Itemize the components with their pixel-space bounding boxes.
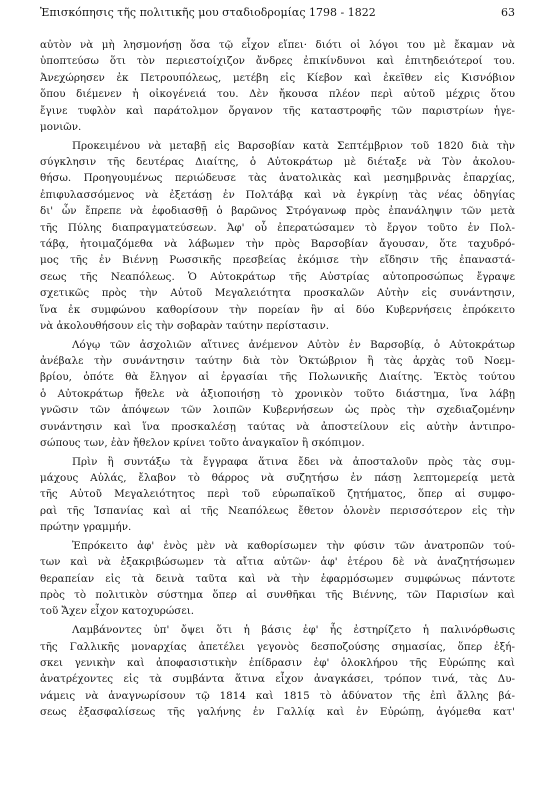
text-line: γνῶσιν τῶν ἀπόψεων τῶν λοιπῶν Κυβερνήσεων ὡς πρὸς τὴν σχεδιαζομένην (40, 404, 515, 417)
text-line: σώπους των, ἐὰν ἤθελον κρίνει τοῦτο ἀναγκαῖον ἢ σκόπιμον. (40, 436, 365, 449)
text-line: ἔγινε τυφλὸν καὶ παράτολμον ὄργανον τῆς καταστροφῆς τῶν παριστρίων ἡγε- (40, 104, 515, 117)
page-number: 63 (501, 6, 515, 19)
text-line: Λόγῳ τῶν ἀσχολιῶν αἵτινες ἀνέμενον Αὐτὸν ἐν Βαρσοβίᾳ, ὁ Αὐτοκράτωρ (72, 338, 515, 351)
text-line: πρὸς τὸ πολιτικὸν σύστημα ὅπερ αἱ συνθῆκαι τῆς Βιέννης, τῶν Παρισίων καὶ (40, 589, 515, 602)
text-line: θήσω. Προηγουμένως περιώδευσε τὰς ἀνατολικὰς καὶ μεσημβρινὰς ἐπαρχίας, (40, 172, 515, 185)
text-line: των καὶ νὰ ἐξακριβώσωμεν τὰ αἴτια αὐτῶν· ἀφ' ἑτέρου δὲ νὰ ἀναζητήσωμεν (40, 556, 515, 569)
text-line: νάμεις νὰ ἀναγνωρίσουν τῷ 1814 καὶ 1815 τὸ ἀδύνατον τῆς ἐπὶ ἄλλης βά- (40, 689, 515, 702)
text-line: ὅπου διέμενεν ἡ οἰκογένειά του. Δὲν ἤκουσα πλέον περὶ αὐτοῦ μέχρις ὅτου (40, 88, 515, 101)
text-line: ἀνατρέχοντες εἰς τὰ συμβάντα ἅτινα εἶχον ἀναγκάσει, τρόπον τινά, τὰς Δυ- (40, 673, 515, 686)
text-line: πρώτην γραμμήν. (40, 521, 132, 534)
text-line: Ἀνεχώρησεν ἐκ Πετρουπόλεως, μετέβη εἰς Κίεβον καὶ ἐκεῖθεν εἰς Κισνόβιον (40, 71, 515, 84)
text-line: βρίου, ὁπότε θὰ ἔληγον αἱ ἐργασίαι τῆς Πολωνικῆς Διαίτης. Ἐκτὸς τούτου (40, 371, 515, 384)
text-line: Ἐπρόκειτο ἀφ' ἑνὸς μὲν νὰ καθορίσωμεν τὴν φύσιν τῶν ἀνατροπῶν τού- (72, 539, 515, 552)
text-line: σεως τῆς Νεαπόλεως. Ὁ Αὐτοκράτωρ τῆς Αὐστρίας αὐτοπροσώπως ἔγραψε (40, 270, 515, 283)
text-line: μονιῶν. (40, 120, 82, 133)
text-line: σεως ἐξασφαλίσεως τῆς γαλήνης ἐν Γαλλίᾳ καὶ ἐν Εὐρώπῃ, ἀγόμεθα κατ' (40, 706, 515, 719)
text-line: σκει γενικὴν καὶ ἀποφασιστικὴν ἐπίδρασιν ἐφ' ὁλοκλήρου τῆς Εὐρώπης καὶ (40, 656, 515, 669)
text-line: σχετικῶς πρὸς τὴν Αὐτοῦ Μεγαλειότητα προσκαλῶν Αὐτὴν εἰς συνάντησιν, (40, 287, 515, 300)
text-line: ἵνα ἐκ συμφώνου καθορίσουν τὴν πορείαν ἣν αἱ δύο Κυβερνήσεις ἐπρόκειτο (40, 303, 515, 316)
text-line: ὑποπτεύσω ὅτι τὸν περιεστοίχιζον ἄνδρες ἐπικίνδυνοι καὶ ἐπιτηδειότεροί του. (40, 55, 515, 68)
text-line: Λαμβάνοντες ὑπ' ὄψει ὅτι ἡ βάσις ἐφ' ἧς ἐστηρίζετο ἡ παλινόρθωσις (72, 624, 515, 637)
running-title: Ἐπισκόπησις τῆς πολιτικῆς μου σταδιοδρομίας 1798 - 1822 (40, 6, 376, 19)
text-line: τάβᾳ, ἡτοιμαζόμεθα νὰ λάβωμεν τὴν πρὸς Βαρσοβίαν ἄγουσαν, ὅτε ταχυδρό- (40, 237, 515, 250)
text-line: θεραπείαν εἰς τὰ δεινὰ ταῦτα καὶ νὰ τὴν ἐφαρμόσωμεν συμφώνως πάντοτε (40, 572, 515, 585)
text-line: τοῦ Ἄχεν εἶχον κατοχυρώσει. (40, 605, 195, 618)
text-line: νὰ ἀκολουθήσουν εἰς τὴν σοβαρὰν ταύτην περίστασιν. (40, 319, 330, 332)
paragraph (40, 622, 515, 720)
text-line: δι' ὧν ἔπρεπε νὰ ἐφοδιασθῇ ὁ βαρῶνος Στρόγανωφ πρὸς ἐπανάληψιν τῶν μετὰ (40, 205, 515, 218)
text-line: ἀνέβαλε τὴν συνάντησιν ταύτην διὰ τὸν Ὀκτώβριον ἢ τὰς ἀρχὰς τοῦ Νοεμ- (40, 355, 515, 368)
paragraph (40, 538, 515, 620)
text-line: τῆς Γαλλικῆς μοναρχίας ἀπετέλει γεγονὸς δεσποζούσης σημασίας, ὅπερ ἐξή- (40, 640, 515, 653)
text-line: αὐτὸν νὰ μὴ λησμονήσῃ ὅσα τῷ εἶχον εἴπει· διότι οἱ λόγοι του μὲ ἔκαμαν νὰ (40, 39, 515, 51)
text-line: ραὶ τῆς Ἱσπανίας καὶ αἱ τῆς Νεαπόλεως ἔθετον ὁλονὲν περισσότερον εἰς τὴν (40, 504, 515, 517)
text-line: τῆς Αὐτοῦ Μεγαλειότητος περὶ τοῦ εὐρωπαϊκοῦ ζητήματος, ὅπερ αἱ συμφο- (40, 488, 515, 501)
text-line: ἐπιφυλασσόμενος νὰ ἐξετάσῃ ἐν Πολτάβᾳ καὶ νὰ ἐγκρίνῃ τὰς νέας ὁδηγίας (40, 188, 515, 201)
paragraph (40, 138, 515, 335)
text-line: συνάντησιν καὶ ἵνα προσκαλέσῃ ταύτας νὰ ἀποστείλουν εἰς αὐτὴν ἀντιπρο- (40, 420, 515, 433)
body-text (40, 37, 515, 721)
text-line: ὁ Αὐτοκράτωρ ἤθελε νὰ ἀξιοποιήσῃ τὸ χρονικὸν τοῦτο διάστημα, ἵνα λάβῃ (40, 387, 515, 400)
text-line: μάχους Αὐλάς, ἔλαβον τὸ θάρρος νὰ συζητήσω ἐν πάσῃ λεπτομερείᾳ μετὰ (40, 472, 515, 485)
text-line: τῆς Πύλης διαπραγματεύσεων. Ἀφ' οὗ ἐπερατώσαμεν τὸ ἔργον τοῦτο ἐν Πολ- (40, 221, 515, 234)
text-line: σύγκλησιν τῆς δευτέρας Διαίτης, ὁ Αὐτοκράτωρ μὲ διέταξε νὰ Τὸν ἀκολου- (40, 156, 515, 169)
paragraph (40, 454, 515, 536)
paragraph (40, 337, 515, 452)
text-line: Πρὶν ἢ συντάξω τὰ ἔγγραφα ἅτινα ἔδει νὰ ἀποσταλοῦν πρὸς τὰς συμ- (72, 455, 515, 468)
text-line: μος τῆς ἐν Βιέννῃ Ρωσσικῆς πρεσβείας ἐκόμισε τὴν εἴδησιν τῆς ἐπαναστά- (40, 254, 515, 267)
text-line: Προκειμένου νὰ μεταβῇ εἰς Βαρσοβίαν κατὰ Σεπτέμβριον τοῦ 1820 διὰ τὴν (72, 139, 515, 152)
paragraph (40, 37, 515, 135)
